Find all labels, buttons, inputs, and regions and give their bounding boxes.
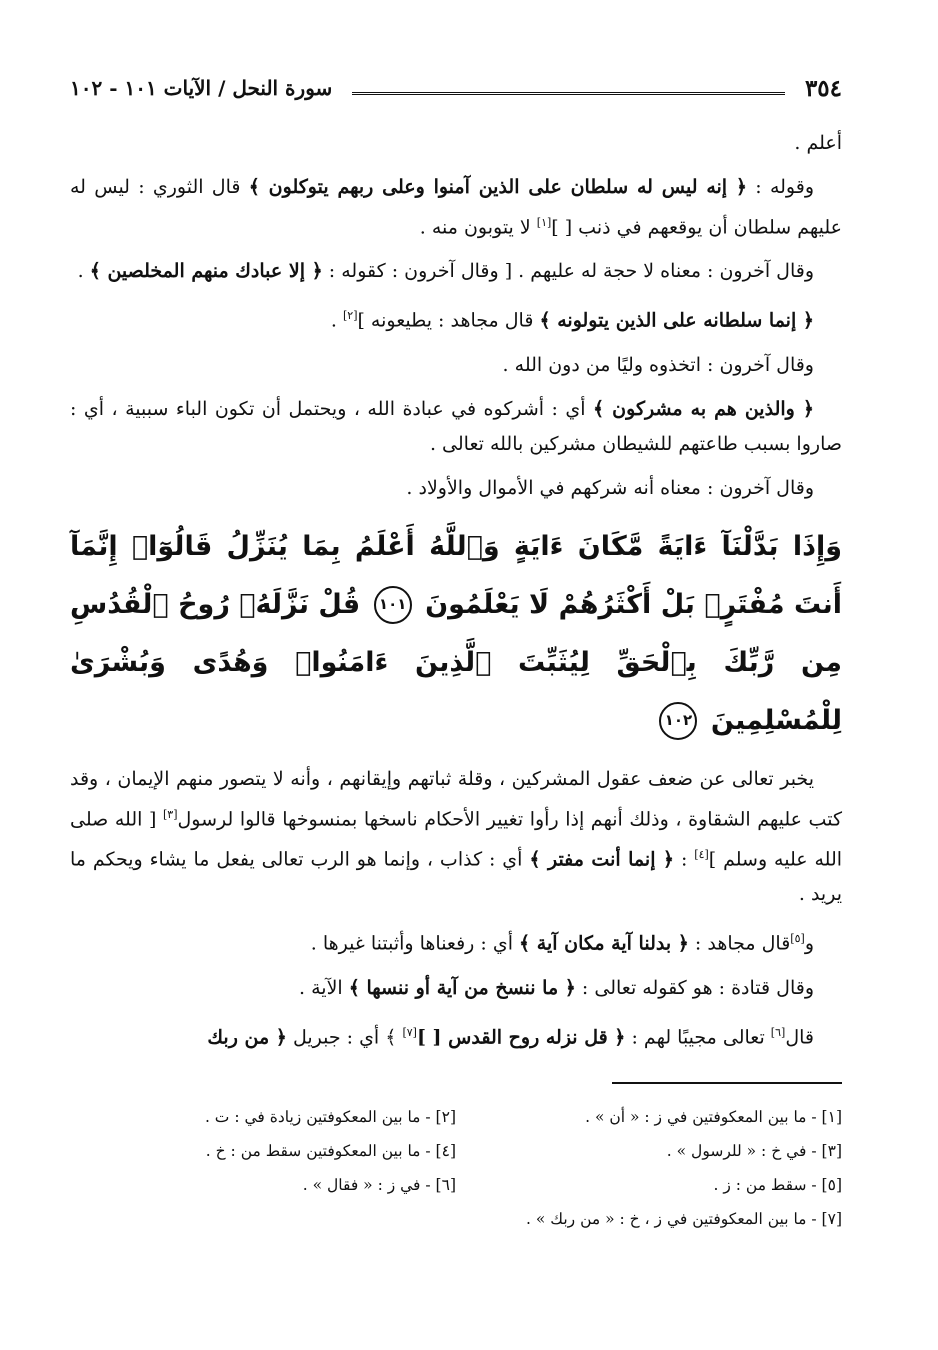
footnote: [٢] - ما بين المعكوفتين زيادة في : ت . (204, 1108, 456, 1126)
ayah-marker-102: ١٠٢ (659, 702, 697, 740)
footnote: [٣] - في خ : « للرسول » . (666, 1142, 842, 1160)
footnotes (70, 1100, 842, 1236)
text-run: وقال آخرون : اتخذوه وليًا من دون الله . (502, 353, 814, 376)
footnote: [٤] - ما بين المعكوفتين سقط من : خ . (205, 1142, 456, 1160)
footnote-rule (612, 1082, 842, 1084)
paragraph (70, 762, 842, 913)
text-run: [ الله صلى الله عليه وسلم ] (70, 807, 843, 871)
ayah-marker-101: ١٠١ (374, 586, 412, 624)
text-run: لا يتوبون منه . (419, 216, 537, 239)
footnote-ref: [١] (536, 216, 552, 229)
footnote-row (70, 1168, 842, 1202)
footnote: [٦] - في ز : « فقال » . (302, 1176, 456, 1194)
footnote: [٥] - سقط من : ز . (713, 1176, 842, 1194)
paragraph (70, 348, 842, 383)
text-run: وقوله : (747, 176, 814, 198)
text-run: قال مجاهد : (688, 932, 791, 955)
footnote-ref: [٦] (770, 1025, 786, 1039)
quran-verses (70, 518, 842, 750)
paragraph (70, 471, 842, 506)
verse-text-101: وَإِذَا بَدَّلْنَآ ءَايَةً مَّكَانَ ءَايَةٍ وَٱللَّهُ أَعْلَمُ بِمَا يُنَزِّلُ قَالُوٓا۟ إِنَّمَآ أَنتَ مُفْتَرٍۭ بَلْ أَكْثَرُهُمْ لَا يَعْلَمُونَ (70, 530, 842, 620)
text-run: . (330, 309, 343, 332)
text-run: أي : رفعناها وأثبتنا غيرها . (310, 932, 520, 955)
quoted-verse: ﴿ بدلنا آية مكان آية ﴾ (519, 932, 689, 955)
paragraph (70, 392, 842, 462)
paragraph (70, 170, 842, 245)
footnote-row (70, 1100, 842, 1134)
text-run: أعلم . (794, 132, 842, 154)
text-run: وقال آخرون : معناه لا حجة له عليهم . [ وقال آخرون : كقوله : (322, 260, 814, 283)
text-run: وقال قتادة : هو كقوله تعالى : (575, 976, 814, 999)
footnote (70, 1202, 456, 1236)
paragraph (70, 1015, 842, 1055)
quoted-verse: ﴿ إنه ليس له سلطان على الذين آمنوا وعلى ربهم يتوكلون ﴾ (248, 176, 748, 198)
footnote-ref: [٤] (694, 847, 709, 861)
paragraph (70, 971, 842, 1006)
page-number: ٣٥٤ (804, 74, 842, 102)
text-run: وقال آخرون : معناه أنه شركهم في الأموال والأولاد . (406, 476, 814, 499)
commentary-block-1 (70, 126, 842, 506)
text-run: قال مجاهد : يطيعونه ] (357, 309, 540, 332)
footnote-ref: [٧] (402, 1025, 417, 1039)
running-title: سورة النحل / الآيات ١٠١ - ١٠٢ (70, 76, 333, 100)
footnote-row (70, 1202, 842, 1236)
running-header (70, 70, 842, 106)
text-run: . (77, 260, 90, 283)
footnote-ref: [٣] (162, 807, 178, 821)
text-run: قال الثوري : ليس له عليهم سلطان أن يوقعهم في ذنب [ ] (70, 176, 842, 239)
text-run: أي : أشركوه في عبادة الله ، ويحتمل أن تكون الباء سببية ، أي : صاروا بسبب طاعتهم للشيطان مشركين بالله تعالى . (70, 397, 842, 455)
quoted-verse: ﴿ ما ننسخ من آية أو ننسها ﴾ (348, 976, 576, 999)
quoted-verse: ﴿ إلا عبادك منهم المخلصين ﴾ (89, 260, 323, 283)
main-text (70, 126, 842, 1064)
text-run: ﴾ أي : جبريل (286, 1025, 403, 1048)
quoted-verse: ﴿ من ربك (207, 1025, 287, 1048)
footnote-ref: [٢] (342, 309, 358, 323)
paragraph (70, 921, 842, 961)
paragraph (70, 126, 842, 161)
quoted-verse: ﴿ قل نزله روح القدس [ ] (416, 1025, 626, 1048)
verse-text-102: قُلْ نَزَّلَهُۥ رُوحُ ٱلْقُدُسِ مِن رَّبِّكَ بِٱلْحَقِّ لِيُثَبِّتَ ٱلَّذِينَ ءَامَنُوا۟ وَهُدًى وَبُشْرَىٰ لِلْمُسْلِمِينَ (70, 588, 842, 736)
footnote-ref: [٥] (790, 932, 805, 946)
quoted-verse: ﴿ إنما أنت مفتر ﴾ (529, 848, 675, 871)
commentary-block-2 (70, 762, 842, 1055)
text-run: يخبر تعالى عن ضعف عقول المشركين ، وقلة ثباتهم وإيقانهم ، وأنه لا يتصور منهم الإيمان ، وقد كتب عليهم الشقاوة ، وذلك أنهم إذا رأوا تغيير الأحكام ناسخها بمنسوخها قالوا لرسول (70, 767, 842, 830)
text-run: تعالى مجيبًا لهم : (625, 1025, 771, 1048)
paragraph (70, 298, 842, 338)
text-run: : (674, 848, 695, 871)
text-run: أي : كذاب ، وإنما هو الرب تعالى يفعل ما يشاء ويحكم ما يريد . (70, 848, 842, 906)
footnote-row (70, 1134, 842, 1168)
footnote: [١] - ما بين المعكوفتين في ز : « أن » . (585, 1108, 842, 1126)
page (70, 0, 842, 1350)
quoted-verse: ﴿ والذين هم به مشركون ﴾ (593, 397, 814, 420)
text-run: الآية . (299, 976, 349, 999)
text-run: و (804, 932, 814, 955)
paragraph (70, 254, 842, 289)
text-run: قال (785, 1025, 814, 1048)
footnote: [٧] - ما بين المعكوفتين في ز ، خ : « من ربك » . (526, 1210, 842, 1228)
header-rule (352, 92, 785, 95)
quoted-verse: ﴿ إنما سلطانه على الذين يتولونه ﴾ (539, 309, 814, 332)
